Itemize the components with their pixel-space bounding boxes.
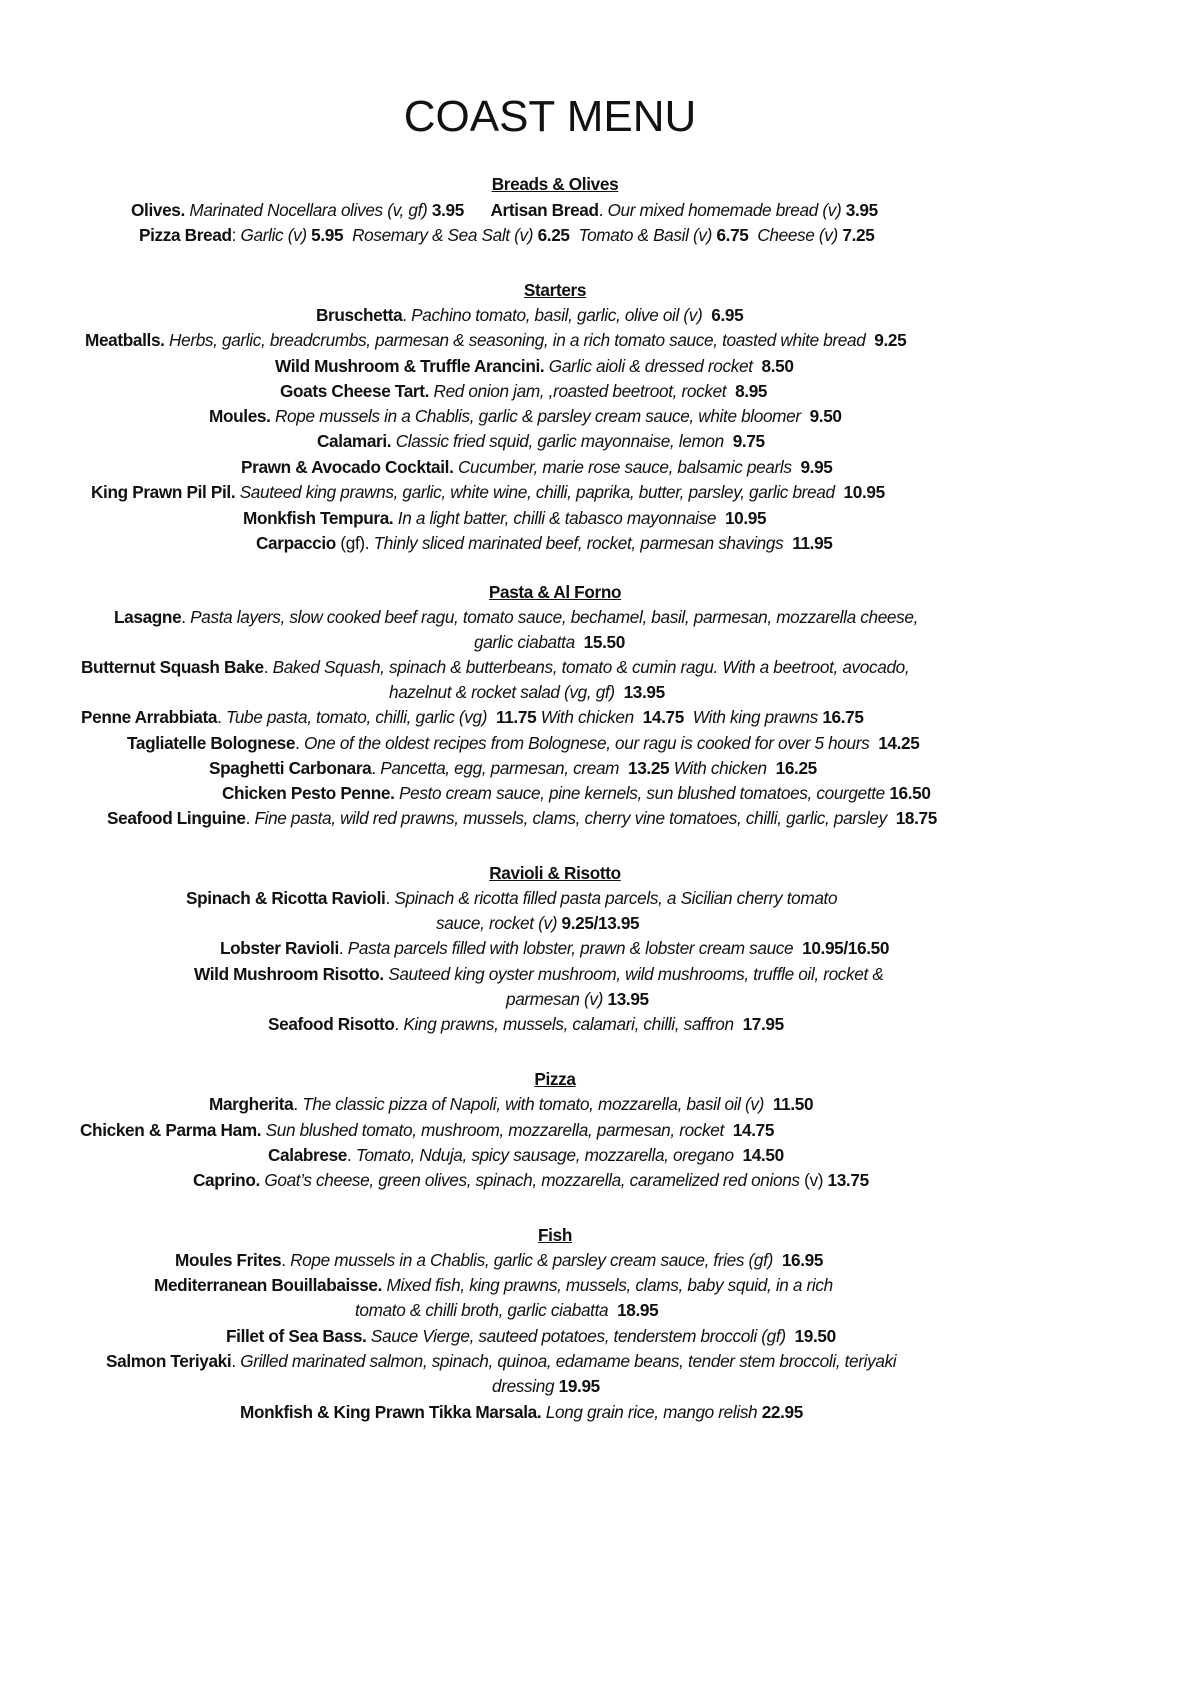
menu-item-artisan-bread: Artisan Bread <box>490 200 599 220</box>
menu-item: Calamari. Classic fried squid, garlic mayonnaise, lemon 9.75 <box>317 431 765 451</box>
menu-item: Seafood Risotto. King prawns, mussels, calamari, chilli, saffron 17.95 <box>268 1014 784 1034</box>
menu-item-pizza-bread: Pizza Bread: Garlic (v) 5.95 Rosemary & Sea Salt (v) 6.25 Tomato & Basil (v) 6.75 Cheese (v) 7.25 <box>139 225 875 245</box>
menu-item-continued: tomato & chilli broth, garlic ciabatta 18.95 <box>355 1300 659 1320</box>
menu-item: Lobster Ravioli. Pasta parcels filled with lobster, prawn & lobster cream sauce 10.95/16.50 <box>220 938 890 958</box>
menu-item: Prawn & Avocado Cocktail. Cucumber, marie rose sauce, balsamic pearls 9.95 <box>241 457 833 477</box>
menu-item: Penne Arrabbiata. Tube pasta, tomato, chilli, garlic (vg) 11.75 With chicken 14.75 With king prawns 16.75 <box>81 707 864 727</box>
menu-item-continued: hazelnut & rocket salad (vg, gf) 13.95 <box>389 682 665 702</box>
menu-item: Butternut Squash Bake. Baked Squash, spinach & butterbeans, tomato & cumin ragu. With a beetroot, avocado, <box>81 657 910 677</box>
menu-item: Spaghetti Carbonara. Pancetta, egg, parmesan, cream 13.25 With chicken 16.25 <box>209 758 817 778</box>
menu-item: Goats Cheese Tart. Red onion jam, ,roasted beetroot, rocket 8.95 <box>280 381 768 401</box>
menu-item: Lasagne. Pasta layers, slow cooked beef ragu, tomato sauce, bechamel, basil, parmesan, mozzarella cheese, <box>114 607 918 627</box>
page-title: COAST MENU <box>403 92 697 141</box>
section-heading-pasta: Pasta & Al Forno <box>488 582 622 602</box>
menu-item: Wild Mushroom Risotto. Sauteed king oyster mushroom, wild mushrooms, truffle oil, rocket & <box>194 964 884 984</box>
section-heading-starters: Starters <box>523 280 587 300</box>
menu-item: Chicken Pesto Penne. Pesto cream sauce, pine kernels, sun blushed tomatoes, courgette 16.50 <box>222 783 931 803</box>
menu-item: Tagliatelle Bolognese. One of the oldest recipes from Bolognese, our ragu is cooked for over 5 hours 14.25 <box>127 733 920 753</box>
section-heading-ravioli: Ravioli & Risotto <box>489 863 621 883</box>
section-heading-fish: Fish <box>538 1225 572 1245</box>
menu-item-continued: garlic ciabatta 15.50 <box>474 632 625 652</box>
menu-item-continued: dressing 19.95 <box>492 1376 600 1396</box>
menu-item: Monkfish & King Prawn Tikka Marsala. Long grain rice, mango relish 22.95 <box>240 1402 803 1422</box>
menu-item: King Prawn Pil Pil. Sauteed king prawns, garlic, white wine, chilli, paprika, butter, parsley, garlic bread 10.95 <box>91 482 885 502</box>
menu-item: Wild Mushroom & Truffle Arancini. Garlic aioli & dressed rocket 8.50 <box>275 356 794 376</box>
menu-item: Seafood Linguine. Fine pasta, wild red prawns, mussels, clams, cherry vine tomatoes, chilli, garlic, parsley 18.75 <box>107 808 937 828</box>
menu-item: Salmon Teriyaki. Grilled marinated salmon, spinach, quinoa, edamame beans, tender stem broccoli, teriyaki <box>106 1351 897 1371</box>
menu-item: Spinach & Ricotta Ravioli. Spinach & ricotta filled pasta parcels, a Sicilian cherry tomato <box>186 888 838 908</box>
menu-item: Calabrese. Tomato, Nduja, spicy sausage, mozzarella, oregano 14.50 <box>268 1145 784 1165</box>
menu-item: Bruschetta. Pachino tomato, basil, garlic, olive oil (v) 6.95 <box>316 305 744 325</box>
menu-item: Moules. Rope mussels in a Chablis, garlic & parsley cream sauce, white bloomer 9.50 <box>209 406 842 426</box>
menu-item: Margherita. The classic pizza of Napoli, with tomato, mozzarella, basil oil (v) 11.50 <box>209 1094 814 1114</box>
menu-item: Mediterranean Bouillabaisse. Mixed fish, king prawns, mussels, clams, baby squid, in a rich <box>154 1275 833 1295</box>
menu-item: Carpaccio (gf). Thinly sliced marinated beef, rocket, parmesan shavings 11.95 <box>256 533 833 553</box>
menu-item: Meatballs. Herbs, garlic, breadcrumbs, parmesan & seasoning, in a rich tomato sauce, toasted white bread 9.25 <box>85 330 907 350</box>
menu-item-olives: Olives. Marinated Nocellara olives (v, gf) 3.95 Artisan Bread. Our mixed homemade bread (v) 3.95 <box>131 200 878 220</box>
menu-item: Chicken & Parma Ham. Sun blushed tomato, mushroom, mozzarella, parmesan, rocket 14.75 <box>80 1120 775 1140</box>
menu-item: Moules Frites. Rope mussels in a Chablis, garlic & parsley cream sauce, fries (gf) 16.95 <box>175 1250 824 1270</box>
menu-item-continued: sauce, rocket (v) 9.25/13.95 <box>436 913 640 933</box>
menu-item: Monkfish Tempura. In a light batter, chilli & tabasco mayonnaise 10.95 <box>243 508 767 528</box>
menu-item-continued: parmesan (v) 13.95 <box>506 989 649 1009</box>
section-heading-pizza: Pizza <box>534 1069 576 1089</box>
menu-item: Caprino. Goat’s cheese, green olives, spinach, mozzarella, caramelized red onions (v) 13.75 <box>193 1170 869 1190</box>
menu-item: Fillet of Sea Bass. Sauce Vierge, sauteed potatoes, tenderstem broccoli (gf) 19.50 <box>226 1326 836 1346</box>
section-heading-breads: Breads & Olives <box>491 174 619 194</box>
